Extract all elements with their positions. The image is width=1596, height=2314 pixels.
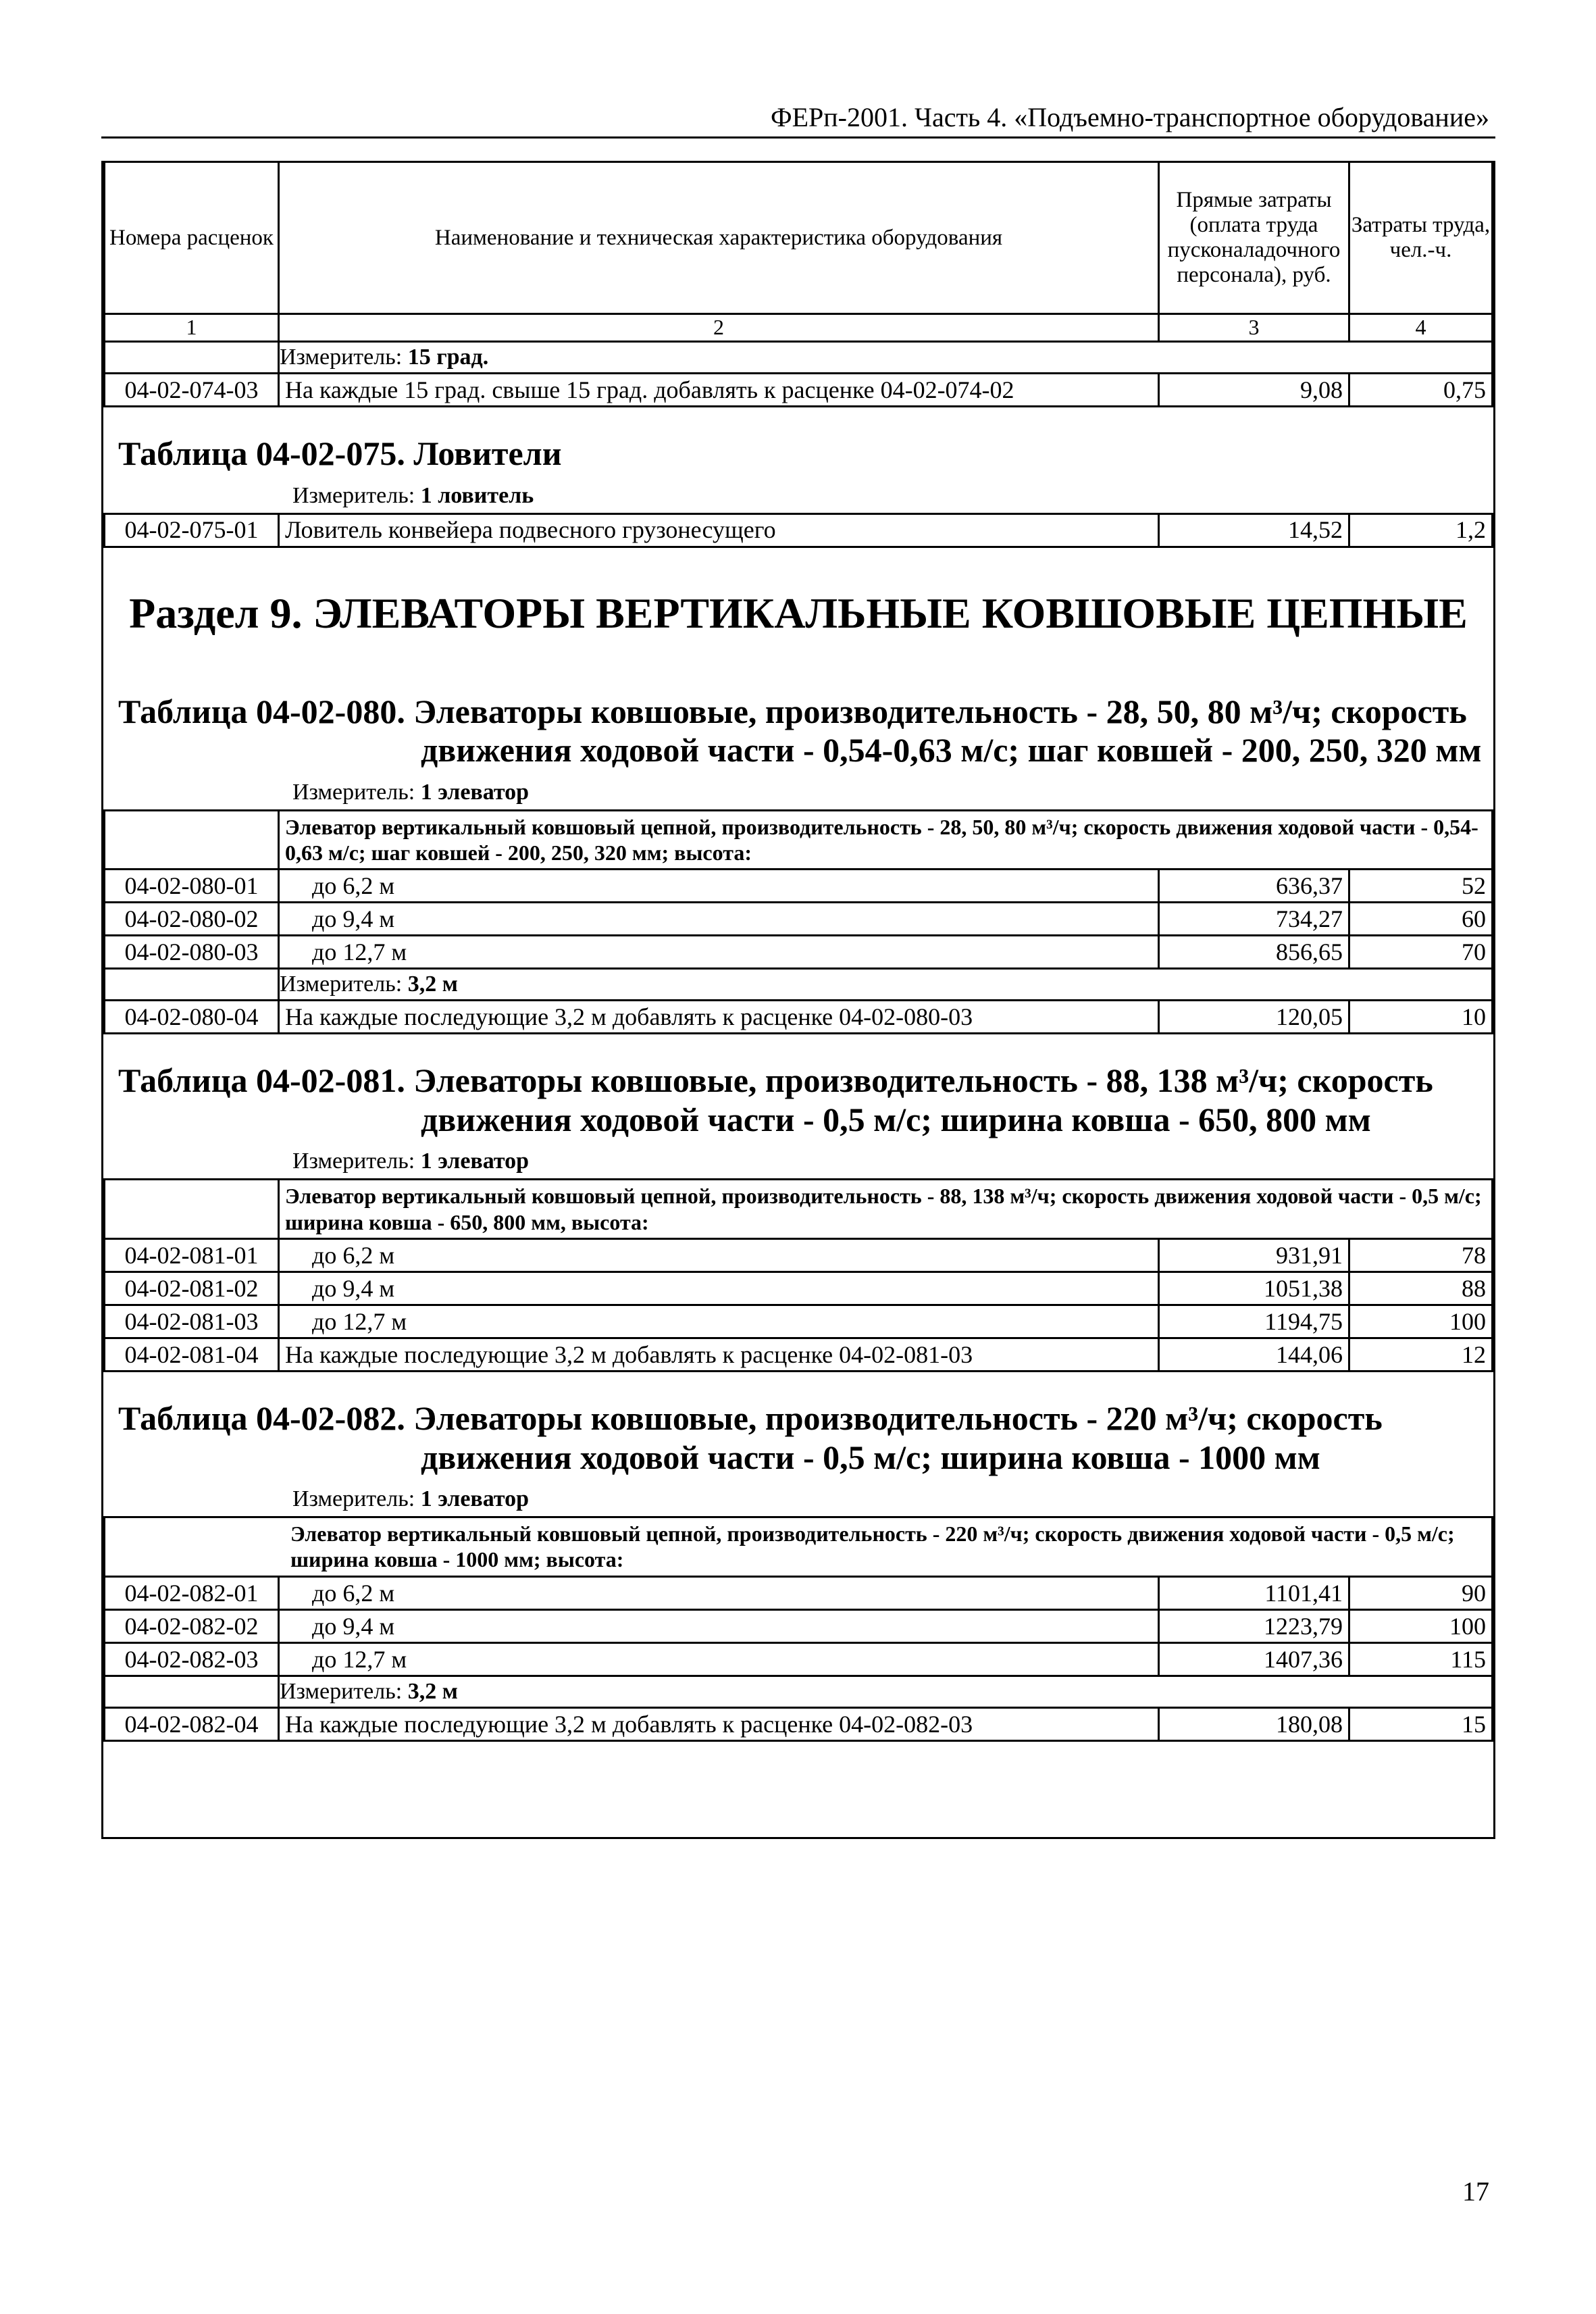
table-row-labor: 1,2: [1349, 513, 1493, 547]
table-row-code: 04-02-080-01: [105, 870, 279, 903]
table-row-code: 04-02-082-04: [105, 1707, 279, 1740]
table-row-labor: 100: [1349, 1609, 1492, 1642]
table-row-labor: 0,75: [1349, 374, 1493, 407]
table-row-cost: 636,37: [1159, 870, 1349, 903]
col-header-labor: Затраты труда, чел.-ч.: [1349, 162, 1493, 314]
equipment-description: Элеватор вертикальный ковшовый цепной, производительность - 28, 50, 80 м³/ч; скорость движения ходовой части - 0,54-0,63 м/с; шаг ковшей - 200, 250, 320 мм; высота:: [279, 810, 1493, 870]
page-header: ФЕРп-2001. Часть 4. «Подъемно-транспортное оборудование»: [770, 102, 1489, 132]
table-row-name: до 9,4 м: [279, 903, 1159, 936]
table-row-name: до 12,7 м: [279, 936, 1159, 969]
table-row-labor: 88: [1349, 1272, 1492, 1305]
header-rule: [101, 136, 1495, 139]
table-row-cost: 120,05: [1159, 1001, 1349, 1034]
table-081: [103, 1178, 1493, 1372]
table-row-name: На каждые последующие 3,2 м добавлять к расценке 04-02-081-03: [279, 1338, 1159, 1372]
table-row-code: 04-02-082-02: [105, 1609, 279, 1642]
table-row-cost: 144,06: [1158, 1338, 1349, 1372]
section-heading: Раздел 9. ЭЛЕВАТОРЫ ВЕРТИКАЛЬНЫЕ КОВШОВЫЕ ЦЕПНЫЕ: [129, 588, 1468, 637]
meter-line: Измеритель: 1 ловитель: [292, 482, 534, 508]
table-row-cost: 14,52: [1159, 513, 1349, 547]
table-row-name: до 9,4 м: [279, 1272, 1159, 1305]
meter-line: Измеритель: 1 элеватор: [292, 1486, 530, 1512]
table-row-labor: 70: [1349, 936, 1493, 969]
col-number: 1: [105, 314, 279, 342]
table-row-code: 04-02-082-03: [105, 1642, 279, 1676]
table-row-name: до 12,7 м: [279, 1642, 1159, 1676]
table-row-code: 04-02-082-01: [105, 1576, 279, 1609]
table-row-labor: 52: [1349, 870, 1493, 903]
table-row-cost: 180,08: [1158, 1707, 1349, 1740]
table-row-cost: 1223,79: [1158, 1609, 1349, 1642]
table-row-name: На каждые 15 град. свыше 15 град. добавлять к расценке 04-02-074-02: [279, 374, 1159, 407]
table-080: [103, 809, 1493, 1035]
table-075: [103, 513, 1493, 548]
meter-line: Измеритель: 15 град.: [279, 342, 1493, 374]
table-title-082: Таблица 04-02-082. Элеваторы ковшовые, производительность - 220 м³/ч; скорость движения ходовой части - 0,5 м/с; ширина ковша - 1000 мм: [118, 1399, 1383, 1476]
equipment-description: Элеватор вертикальный ковшовый цепной, производительность - 220 м³/ч; скорость движения ходовой части - 0,5 м/с; ширина ковша - 1000 мм; высота:: [105, 1517, 1493, 1577]
table-row-code: 04-02-081-02: [105, 1272, 279, 1305]
table-row-code: 04-02-081-01: [105, 1239, 279, 1272]
table-row-cost: 9,08: [1159, 374, 1349, 407]
meter-line: Измеритель: 1 элеватор: [292, 1149, 530, 1174]
table-row-cost: 1194,75: [1158, 1305, 1349, 1338]
table-row-cost: 1101,41: [1158, 1576, 1349, 1609]
table-row-labor: 12: [1349, 1338, 1492, 1372]
table-title-080: Таблица 04-02-080. Элеваторы ковшовые, производительность - 28, 50, 80 м³/ч; скорость движения ходовой части - 0,54-0,63 м/с; шаг ковшей - 200, 250, 320 мм: [118, 692, 1482, 769]
table-row-labor: 90: [1349, 1576, 1492, 1609]
table-row-labor: 60: [1349, 903, 1493, 936]
table-row-name: На каждые последующие 3,2 м добавлять к расценке 04-02-080-03: [279, 1001, 1159, 1034]
table-row-name: до 12,7 м: [279, 1305, 1159, 1338]
meter-line: Измеритель: 3,2 м: [279, 969, 1493, 1001]
table-row-code: 04-02-080-04: [105, 1001, 279, 1034]
table-row-code: 04-02-074-03: [105, 374, 279, 407]
table-row-cost: 931,91: [1158, 1239, 1349, 1272]
table-row-code: 04-02-075-01: [105, 513, 279, 547]
document-frame: [101, 161, 1495, 1839]
col-header-cost: Прямые затраты (оплата труда пусконаладочного персонала), руб.: [1159, 162, 1349, 314]
table-row-code: 04-02-080-03: [105, 936, 279, 969]
table-row-name: до 6,2 м: [279, 1576, 1159, 1609]
table-row-labor: 15: [1349, 1707, 1492, 1740]
table-title-075: Таблица 04-02-075. Ловители: [118, 434, 562, 472]
table-row-labor: 115: [1349, 1642, 1492, 1676]
table-row-cost: 856,65: [1159, 936, 1349, 969]
table-row-name: Ловитель конвейера подвесного грузонесущего: [279, 513, 1159, 547]
col-number: 4: [1349, 314, 1493, 342]
table-row-labor: 100: [1349, 1305, 1492, 1338]
table-row-code: 04-02-080-02: [105, 903, 279, 936]
table-row-name: до 9,4 м: [279, 1609, 1159, 1642]
table-title-081: Таблица 04-02-081. Элеваторы ковшовые, производительность - 88, 138 м³/ч; скорость движения ходовой части - 0,5 м/с; ширина ковша - 650, 800 мм: [118, 1061, 1433, 1138]
table-row-name: до 6,2 м: [279, 1239, 1159, 1272]
table-row-name: На каждые последующие 3,2 м добавлять к расценке 04-02-082-03: [279, 1707, 1159, 1740]
table-row-cost: 1407,36: [1158, 1642, 1349, 1676]
table-row-code: 04-02-081-03: [105, 1305, 279, 1338]
table-row-name: до 6,2 м: [279, 870, 1159, 903]
col-header-name: Наименование и техническая характеристика оборудования: [279, 162, 1159, 314]
page-number: 17: [1462, 2176, 1489, 2207]
table-082: [103, 1516, 1493, 1742]
table-row-cost: 1051,38: [1158, 1272, 1349, 1305]
meter-line: Измеритель: 1 элеватор: [292, 779, 530, 805]
table-row-cost: 734,27: [1159, 903, 1349, 936]
col-number: 3: [1159, 314, 1349, 342]
meter-line: Измеритель: 3,2 м: [279, 1676, 1493, 1707]
table-row-code: 04-02-081-04: [105, 1338, 279, 1372]
equipment-description: Элеватор вертикальный ковшовый цепной, производительность - 88, 138 м³/ч; скорость движения ходовой части - 0,5 м/с; ширина ковша - 650, 800 мм, высота:: [279, 1180, 1493, 1239]
table-row-labor: 78: [1349, 1239, 1492, 1272]
col-header-codes: Номера расценок: [105, 162, 279, 314]
table-row-labor: 10: [1349, 1001, 1493, 1034]
column-header-table: [103, 161, 1493, 407]
col-number: 2: [279, 314, 1159, 342]
